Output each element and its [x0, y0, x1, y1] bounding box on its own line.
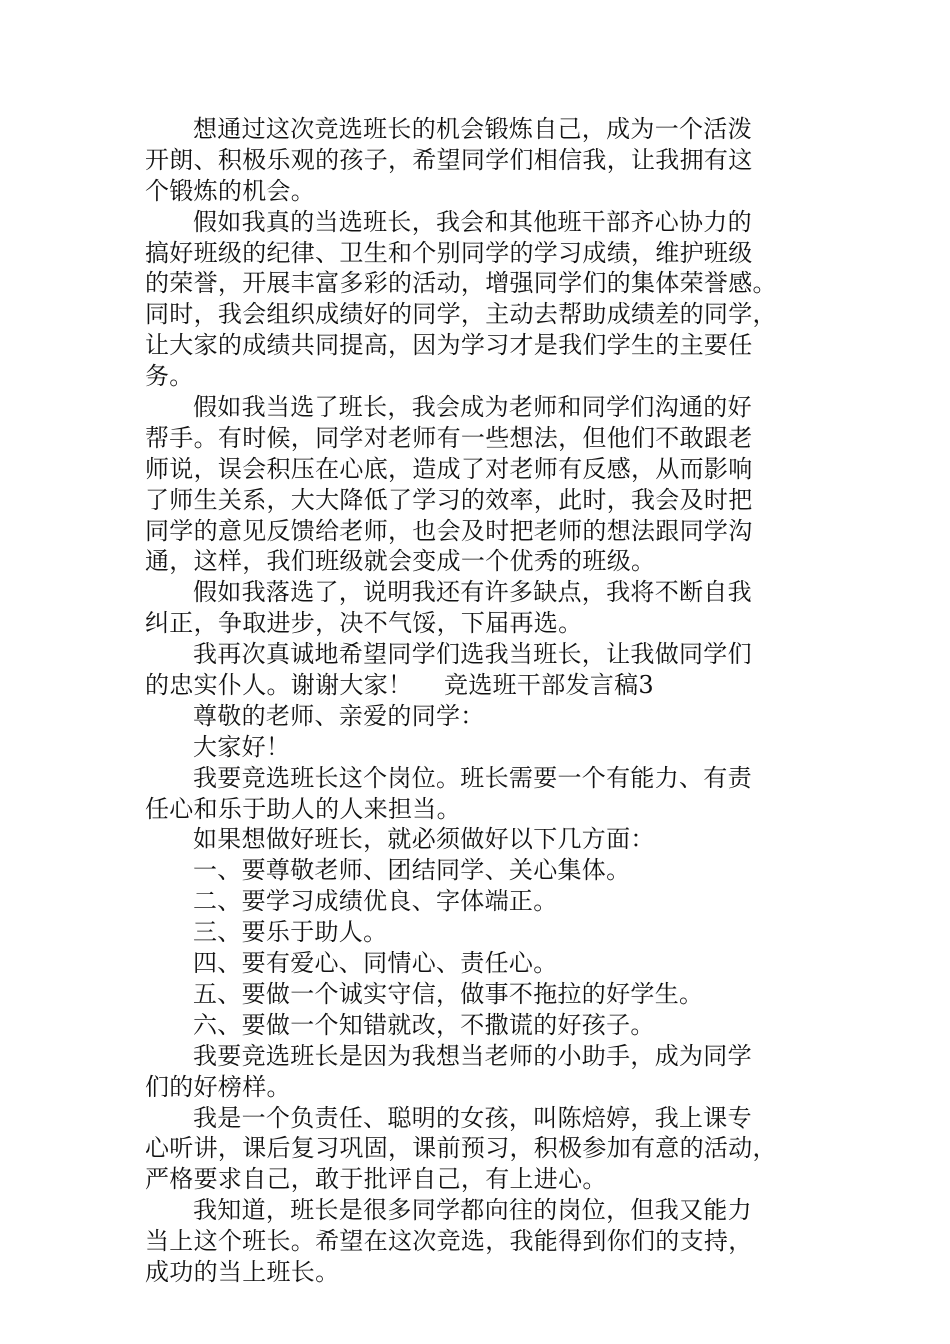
text-line: 通，这样，我们班级就会变成一个优秀的班级。: [145, 547, 656, 576]
text-line: 师说，误会积压在心底，造成了对老师有反感，从而影响: [145, 454, 753, 483]
text-line: 开朗、积极乐观的孩子，希望同学们相信我，让我拥有这: [145, 145, 753, 174]
text-line: 六、要做一个知错就改，不撒谎的好孩子。: [193, 1010, 655, 1039]
text-line: 的忠实仆人。谢谢大家！ 竞选班干部发言稿3: [145, 671, 654, 700]
document-body: [145, 114, 815, 1288]
text-line: 纠正，争取进步，决不气馁，下届再选。: [145, 609, 583, 638]
text-line: 我再次真诚地希望同学们选我当班长，让我做同学们: [193, 640, 752, 669]
text-line: 了师生关系，大大降低了学习的效率，此时，我会及时把: [145, 485, 753, 514]
text-line: 让大家的成绩共同提高，因为学习才是我们学生的主要任: [145, 331, 753, 360]
text-line: 如果想做好班长，就必须做好以下几方面：: [193, 825, 655, 854]
text-line: 我知道，班长是很多同学都向往的岗位，但我又能力: [193, 1196, 752, 1225]
text-line: 一、要尊敬老师、团结同学、关心集体。: [193, 856, 631, 885]
text-line: 我要竞选班长是因为我想当老师的小助手，成为同学: [193, 1041, 752, 1070]
text-line: 我要竞选班长这个岗位。班长需要一个有能力、有责: [193, 763, 752, 792]
text-line: 五、要做一个诚实守信，做事不拖拉的好学生。: [193, 979, 704, 1008]
text-line: 同时，我会组织成绩好的同学，主动去帮助成绩差的同学，: [145, 300, 777, 329]
text-line: 当上这个班长。希望在这次竞选，我能得到你们的支持，: [145, 1227, 753, 1256]
text-line: 二、要学习成绩优良、字体端正。: [193, 887, 558, 916]
text-line: 想通过这次竞选班长的机会锻炼自己，成为一个活泼: [193, 115, 752, 143]
text-line: 四、要有爱心、同情心、责任心。: [193, 949, 558, 978]
text-line: 任心和乐于助人的人来担当。: [145, 794, 461, 823]
text-line: 假如我真的当选班长，我会和其他班干部齐心协力的: [193, 207, 752, 236]
text-line: 假如我当选了班长，我会成为老师和同学们沟通的好: [193, 393, 752, 422]
text-line: 大家好！: [193, 732, 291, 761]
text-line: 同学的意见反馈给老师，也会及时把老师的想法跟同学沟: [145, 516, 753, 545]
text-line: 们的好榜样。: [145, 1072, 291, 1101]
text-line: 严格要求自己，敢于批评自己，有上进心。: [145, 1165, 607, 1194]
text-line: 尊敬的老师、亲爱的同学：: [193, 701, 485, 730]
text-line: 我是一个负责任、聪明的女孩，叫陈焙婷，我上课专: [193, 1103, 752, 1132]
text-line: 个锻炼的机会。: [145, 176, 316, 205]
text-line: 三、要乐于助人。: [193, 918, 388, 947]
text-line: 务。: [145, 362, 194, 391]
text-line: 帮手。有时候，同学对老师有一些想法，但他们不敢跟老: [145, 423, 753, 452]
text-line: 搞好班级的纪律、卫生和个别同学的学习成绩，维护班级: [145, 238, 753, 267]
text-line: 心听讲，课后复习巩固，课前预习，积极参加有意的活动，: [145, 1134, 777, 1163]
text-line: 假如我落选了，说明我还有许多缺点，我将不断自我: [193, 578, 752, 607]
text-line: 的荣誉，开展丰富多彩的活动，增强同学们的集体荣誉感。: [145, 269, 777, 298]
text-line: 成功的当上班长。: [145, 1257, 340, 1286]
